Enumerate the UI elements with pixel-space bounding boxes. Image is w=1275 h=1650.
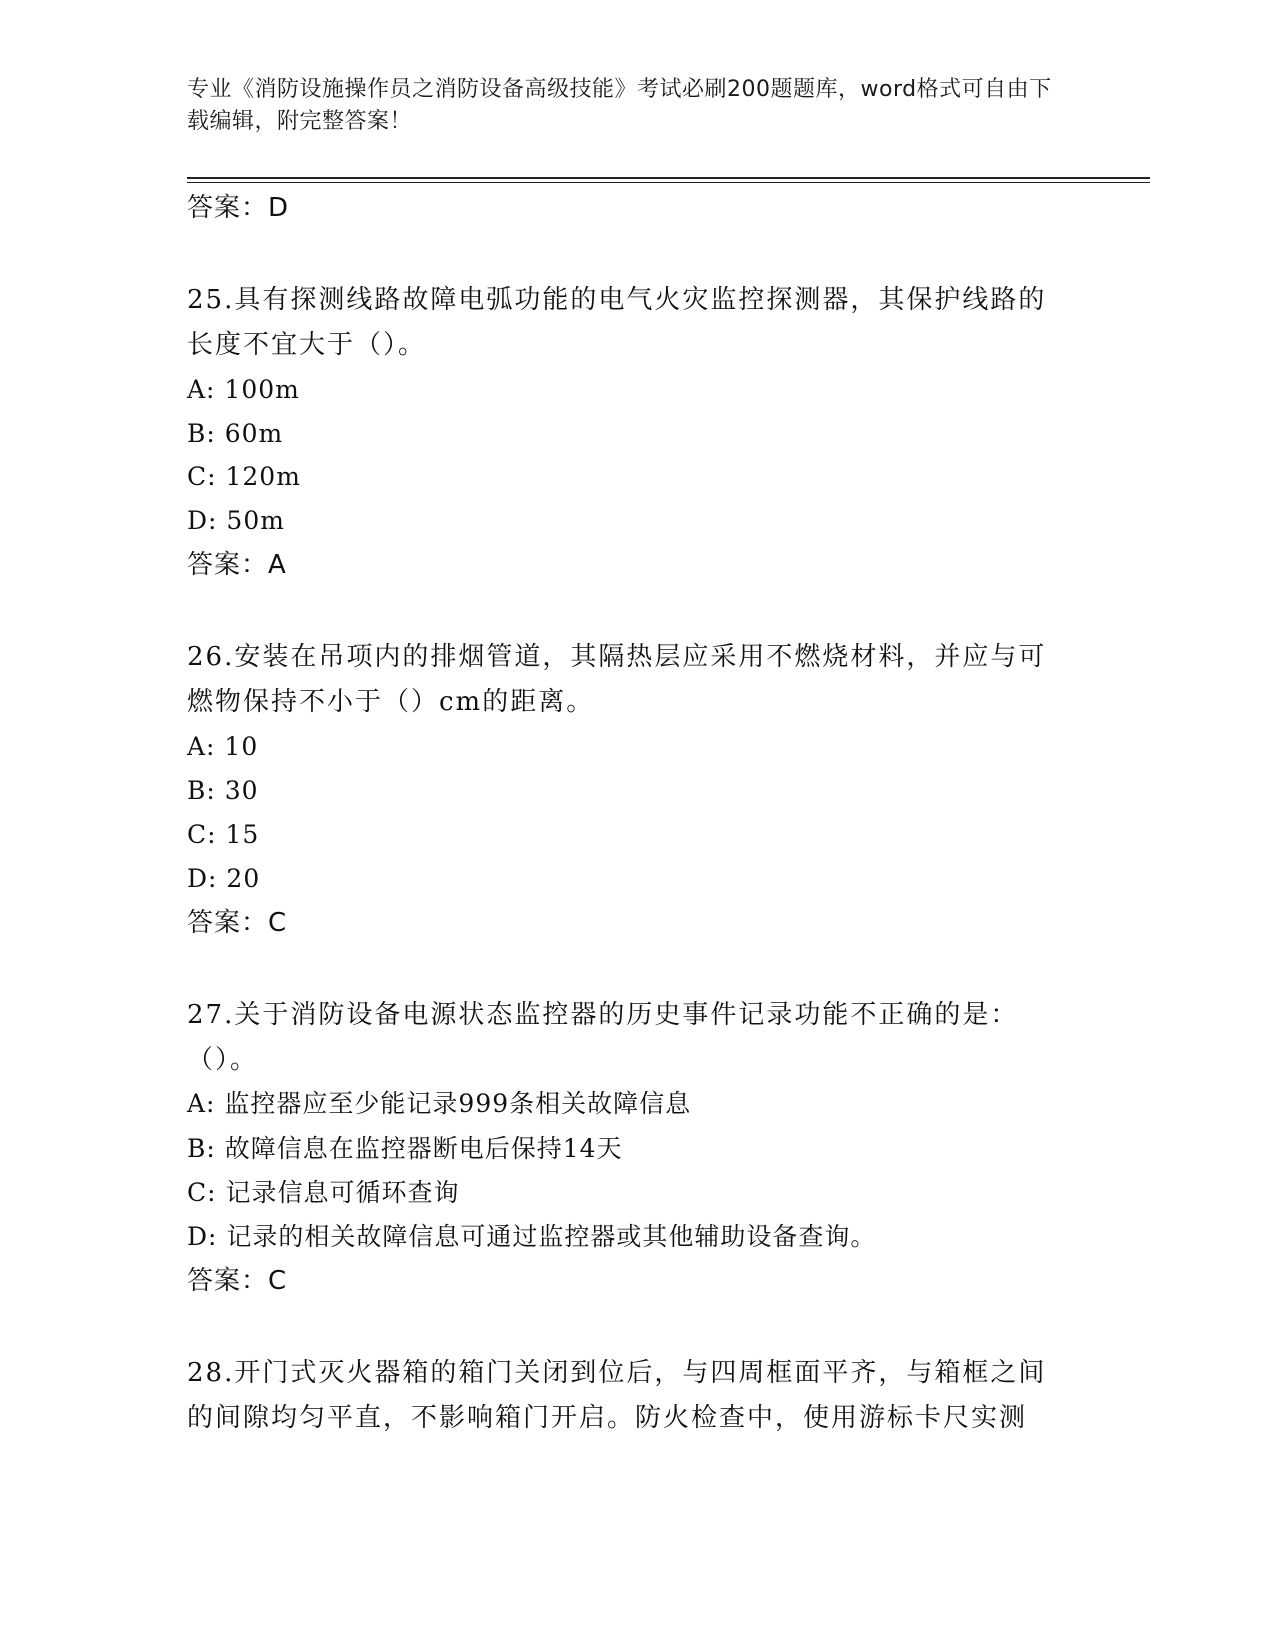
page-header: 专业《消防设施操作员之消防设备高级技能》考试必刷200题题库，word格式可自由下载编辑，附完整答案！	[187, 77, 1052, 134]
question-25-option-a: A: 100m	[187, 375, 300, 404]
question-25-option-c: C: 120m	[187, 462, 301, 491]
question-26-option-d: D: 20	[187, 864, 261, 893]
question-26-stem: 26.安装在吊项内的排烟管道，其隔热层应采用不燃烧材料，并应与可燃物保持不小于（）cm的距离。	[187, 642, 1047, 717]
question-26-option-a: A: 10	[187, 732, 259, 761]
question-25-answer: 答案：A	[187, 550, 287, 580]
question-28-stem: 28.开门式灭火器箱的箱门关闭到位后，与四周框面平齐，与箱框之间的间隙均匀平直，不影响箱门开启。防火检查中，使用游标卡尺实测	[187, 1358, 1047, 1433]
question-26-answer: 答案：C	[187, 908, 288, 938]
header-rule-thick	[187, 177, 1150, 179]
question-25-stem: 25.具有探测线路故障电弧功能的电气火灾监控探测器，其保护线路的长度不宜大于（）。	[187, 285, 1047, 360]
question-27-option-d: D: 记录的相关故障信息可通过监控器或其他辅助设备查询。	[187, 1222, 877, 1251]
question-27-stem: 27.关于消防设备电源状态监控器的历史事件记录功能不正确的是：（）。	[187, 1000, 1019, 1075]
question-26-option-c: C: 15	[187, 820, 260, 849]
question-27-answer: 答案：C	[187, 1266, 288, 1296]
prev-answer: 答案：D	[187, 193, 290, 223]
question-27-option-b: B: 故障信息在监控器断电后保持14天	[187, 1134, 623, 1163]
question-27-option-c: C: 记录信息可循环查询	[187, 1178, 460, 1207]
question-26-option-b: B: 30	[187, 776, 259, 805]
question-25-option-b: B: 60m	[187, 419, 284, 448]
question-27-option-a: A: 监控器应至少能记录999条相关故障信息	[187, 1089, 692, 1118]
header-rule-thin	[187, 182, 1150, 183]
question-25-option-d: D: 50m	[187, 506, 285, 535]
